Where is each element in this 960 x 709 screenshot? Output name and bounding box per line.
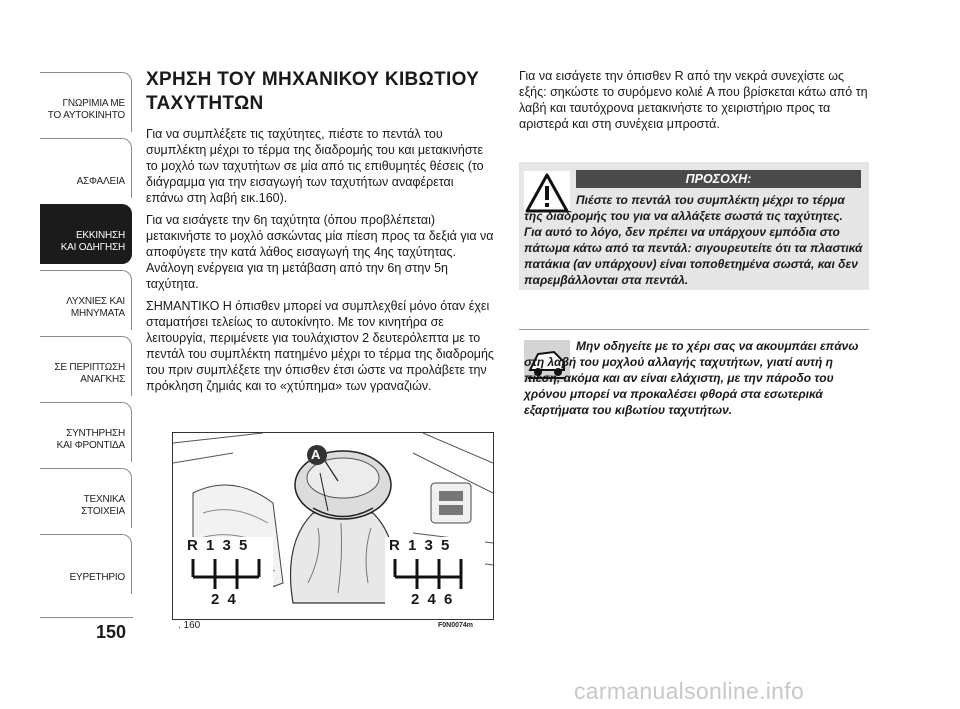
gear-lever-figure	[172, 432, 494, 620]
sidebar-item-getting-to-know[interactable]: ΓΝΩΡΙΜΙΑ ΜΕ ΤΟ ΑΥΤΟΚΙΝΗΤΟ	[40, 72, 132, 132]
page-number: 150	[96, 622, 127, 642]
caution-header: ΠΡΟΣΟΧΗ:	[576, 170, 861, 188]
shift-pattern-right	[385, 537, 485, 613]
note-divider	[519, 329, 869, 330]
caution-text: Πιέστε το πεντάλ του συμπλέκτη μέχρι το τέρμα της διαδρομής του για να αλλάξετε σωστά τις ταχύτητες. Για αυτό το λόγο, δεν πρέπει να υπάρχουν εμπόδια στο πάτωμα κάτω από τα πεντάλ: σιγουρευτείτε ότι τα πλαστικά πατάκια (αν υπάρχουν) είναι τοποθετημένα σωστά, και δεν παρεμβάλλονται στα πεντάλ.	[524, 193, 863, 287]
watermark: carmanualsonline.info	[574, 678, 805, 704]
sidebar-item-starting-driving[interactable]: ΕΚΚΙΝΗΣΗ ΚΑΙ ΟΔΗΓΗΣΗ	[40, 204, 132, 264]
chapter-sidebar	[40, 72, 132, 600]
sidebar-item-safety[interactable]: ΑΣΦΑΛΕΙΑ	[40, 138, 132, 198]
right-column	[519, 68, 869, 132]
paragraph-gear-engage: Για να συμπλέξετε τις ταχύτητες, πιέστε το πεντάλ του συμπλέκτη μέχρι το τέρμα της διαδρομής του και μετακινήστε το μοχλό των ταχυτήτων σε μία από τις επιθυμητές θέσεις (το διάγραμμα για την εισαγωγή των ταχυτήτων αναφέρεται επάνω στη λαβή εικ.160).	[146, 127, 484, 205]
shift-pattern-left-top: R 1 3 5	[187, 537, 250, 554]
sidebar-divider	[40, 617, 133, 618]
shift-pattern-left	[181, 537, 273, 613]
sidebar-item-emergency[interactable]: ΣΕ ΠΕΡΙΠΤΩΣΗ ΑΝΑΓΚΗΣ	[40, 336, 132, 396]
sidebar-item-index[interactable]: ΕΥΡΕΤΗΡΙΟ	[40, 534, 132, 594]
sidebar-item-technical-data[interactable]: ΤΕΧΝΙΚΑ ΣΤΟΙΧΕΙΑ	[40, 468, 132, 528]
shift-pattern-right-top: R 1 3 5	[389, 537, 452, 554]
paragraph-reverse-important: ΣΗΜΑΝΤΙΚΟ Η όπισθεν μπορεί να συμπλεχθεί μόνο όταν έχει σταματήσει τελείως το αυτοκίνητο. Με τον κινητήρα σε λειτουργία, περιμένετε για τουλάχιστον 2 δευτερόλεπτα με το πεντάλ του συμπλέκτη πατημένο μέχρι το τέρμα της διαδρομής του πριν συμπλέξετε την όπισθεν έτσι ώστε να προλάβετε την πρόκληση ζημιάς και το «χτύπημα» των γραναζιών.	[146, 299, 494, 393]
note-text: Μην οδηγείτε με το χέρι σας να ακουμπάει επάνω στη λαβή του μοχλού αλλαγής ταχυτήτων, γιατί αυτή η πίεση, ακόμα και αν είναι ελάχιστη, με την πάροδο του χρόνου μπορεί να προκαλέσει φθορά στα εσωτερικά εξαρτήματα του κιβωτίου ταχυτήτων.	[524, 339, 859, 417]
left-column	[146, 68, 494, 400]
figure-number: . 160	[178, 620, 201, 631]
shift-pattern-right-bottom: 2 4 6	[411, 591, 455, 608]
shift-pattern-left-bottom: 2 4	[211, 591, 238, 608]
sidebar-item-lights-messages[interactable]: ΛΥΧΝΙΕΣ ΚΑΙ ΜΗΝΥΜΑΤΑ	[40, 270, 132, 330]
sidebar-item-maintenance[interactable]: ΣΥΝΤΗΡΗΣΗ ΚΑΙ ΦΡΟΝΤΙΔΑ	[40, 402, 132, 462]
reverse-gear-instructions: Για να εισάγετε την όπισθεν R από την νεκρά συνεχίστε ως εξής: σηκώστε το συρόμενο κολιέ A που βρίσκεται κάτω από τη λαβή και ταυτόχρονα μετακινήστε το χειριστήριο προς τα αριστερά και στη συνέχεια μπροστά.	[519, 69, 868, 131]
section-title: ΧΡΗΣΗ ΤΟΥ ΜΗΧΑΝΙΚΟΥ ΚΙΒΩΤΙΟΥ ΤΑΧΥΤΗΤΩΝ	[146, 69, 480, 114]
paragraph-sixth-gear: Για να εισάγετε την 6η ταχύτητα (όπου προβλέπεται) μετακινήστε το μοχλό ασκώντας μία πίεση προς τα δεξιά για να αποφύγετε την κατά λάθος εισαγωγή της 4ης ταχύτητας. Ανάλογη ενέργεια για τη μετάβαση από την 6η στην 5η ταχύτητα.	[146, 213, 494, 291]
callout-a: A	[311, 447, 321, 462]
figure-code: F0N0074m	[438, 622, 474, 629]
